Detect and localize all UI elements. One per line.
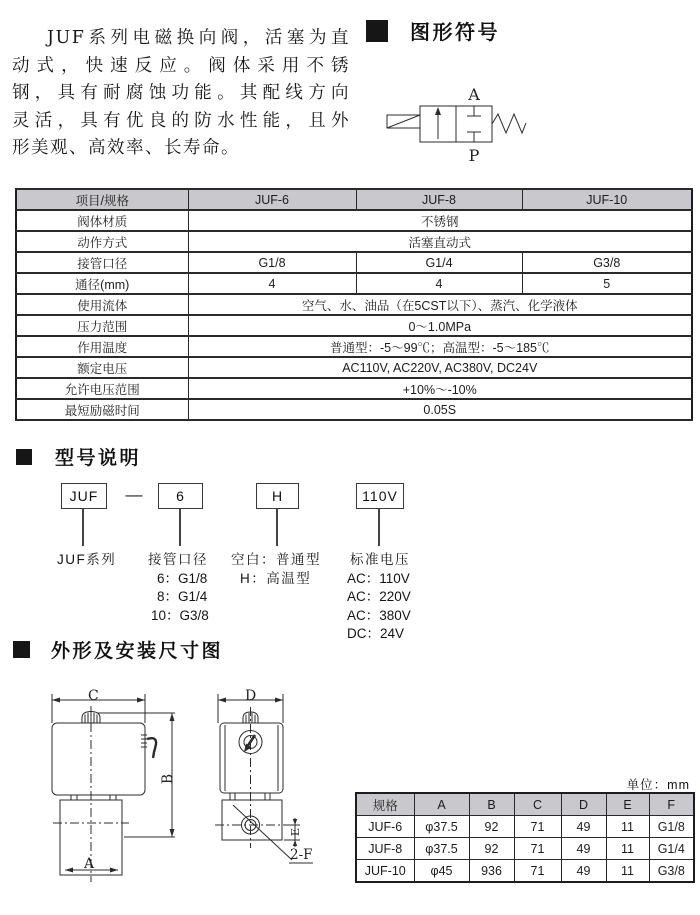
spec-value-cell: 0～1.0MPa: [188, 315, 692, 336]
dim-cell: 71: [514, 860, 561, 883]
spec-value-cell: +10%～-10%: [188, 378, 692, 399]
code-connector-line: [179, 509, 181, 546]
code-connector-line: [82, 509, 84, 546]
dim-cell: G3/8: [649, 860, 694, 883]
code-connector-line: [276, 509, 278, 546]
legend-line: 标准电压: [350, 552, 410, 567]
spec-value-cell: G1/8: [188, 252, 356, 273]
dim-header-cell: F: [649, 793, 694, 816]
dim-cell: G1/4: [649, 838, 694, 860]
legend-type: [231, 551, 321, 588]
valve-symbol-drawing: [383, 82, 543, 170]
legend-series: [57, 551, 116, 570]
dim-cell: 92: [469, 816, 514, 838]
spec-header-cell: 项目/规格: [16, 189, 188, 210]
spec-value-cell: 4: [356, 273, 522, 294]
spec-value-cell: 普通型：-5～99℃；高温型：-5～185℃: [188, 336, 692, 357]
legend-line: 8：G1/4: [157, 589, 208, 604]
dim-b-label: B: [160, 773, 176, 785]
model-code-box-type: H: [256, 483, 299, 509]
section-bullet-icon: [366, 20, 388, 42]
legend-line: DC：24V: [347, 626, 405, 641]
spec-label-cell: 允许电压范围: [16, 378, 188, 399]
model-code-box-port: 6: [158, 483, 203, 509]
dim-cell: φ45: [414, 860, 469, 883]
graphic-symbol-header: [366, 16, 500, 45]
spec-value-cell: 不锈钢: [188, 210, 692, 231]
section-title: 型号说明: [55, 448, 142, 469]
spec-value-cell: 0.05S: [188, 399, 692, 420]
spec-label-cell: 通径(mm): [16, 273, 188, 294]
code-connector-line: [378, 509, 380, 546]
spec-value-cell: 空气、水、油品（在5CST以下）、蒸汽、化学液体: [188, 294, 692, 315]
spec-value-cell: 5: [522, 273, 692, 294]
dim-cell: JUF-6: [356, 816, 414, 838]
spec-label-cell: 压力范围: [16, 315, 188, 336]
spec-value-cell: 活塞直动式: [188, 231, 692, 252]
legend-line: H：高温型: [240, 570, 312, 586]
dimensions-table: [355, 792, 695, 883]
dim-cell: φ37.5: [414, 838, 469, 860]
legend-port-size: [148, 551, 209, 625]
spec-row: [16, 315, 692, 336]
spec-label-cell: 额定电压: [16, 357, 188, 378]
dim-header-cell: E: [606, 793, 649, 816]
dim-header-cell: 规格: [356, 793, 414, 816]
dim-header-cell: C: [514, 793, 561, 816]
dim-cell: 49: [561, 838, 606, 860]
legend-line: AC：110V: [347, 570, 410, 586]
front-view-drawing: [28, 688, 178, 888]
port-p-label: P: [468, 146, 480, 165]
dim-cell: 71: [514, 838, 561, 860]
spec-label-cell: 阀体材质: [16, 210, 188, 231]
spec-value-cell: 4: [188, 273, 356, 294]
spec-header-cell: JUF-10: [522, 189, 692, 210]
spec-row: [16, 210, 692, 231]
intro-paragraph: [12, 25, 350, 163]
model-code-box-series: JUF: [61, 483, 107, 509]
legend-line: 空白：普通型: [231, 552, 321, 567]
dim-e-label: E: [288, 827, 302, 837]
spec-row: [16, 336, 692, 357]
section-title: 图形符号: [410, 22, 500, 44]
dim-row: [356, 838, 694, 860]
legend-line: 10：G3/8: [151, 607, 209, 623]
model-code-box-voltage: 110V: [356, 483, 404, 509]
dim-header-cell: A: [414, 793, 469, 816]
dim-cell: 11: [606, 860, 649, 883]
port-a-label: A: [468, 85, 480, 104]
spec-value-cell: G3/8: [522, 252, 692, 273]
spec-row: [16, 231, 692, 252]
dim-cell: JUF-10: [356, 860, 414, 883]
dim-header-cell: B: [469, 793, 514, 816]
dim-cell: 49: [561, 816, 606, 838]
outline-section-header: [13, 636, 223, 663]
dim-cell: 11: [606, 838, 649, 860]
dim-c-label: C: [88, 688, 99, 704]
spec-table: [15, 188, 693, 421]
intro-line: 钢，具有耐腐蚀功能。其配线方向: [12, 83, 350, 104]
spec-row: [16, 399, 692, 420]
spec-header-row: [16, 189, 692, 210]
spec-row: [16, 273, 692, 294]
legend-line: AC：220V: [347, 589, 411, 604]
spec-row: [16, 252, 692, 273]
dim-d-label: D: [245, 688, 257, 704]
spec-label-cell: 最短励磁时间: [16, 399, 188, 420]
spec-header-cell: JUF-6: [188, 189, 356, 210]
spec-label-cell: 使用流体: [16, 294, 188, 315]
spec-label-cell: 作用温度: [16, 336, 188, 357]
intro-line: 灵活，具有优良的防水性能，且外: [12, 110, 350, 131]
spec-row: [16, 294, 692, 315]
dim-cell: 11: [606, 816, 649, 838]
spec-label-cell: 接管口径: [16, 252, 188, 273]
dim-row: [356, 860, 694, 883]
spec-value-cell: AC110V, AC220V, AC380V, DC24V: [188, 357, 692, 378]
legend-line: AC：380V: [347, 607, 411, 623]
intro-line: JUF系列电磁换向阀，活塞为直: [47, 28, 350, 48]
section-bullet-icon: [16, 449, 32, 465]
section-bullet-icon: [13, 641, 30, 658]
unit-label: 单位：mm: [626, 778, 690, 792]
dim-header-cell: D: [561, 793, 606, 816]
dim-cell: JUF-8: [356, 838, 414, 860]
dim-a-label: A: [84, 856, 95, 872]
spec-value-cell: G1/4: [356, 252, 522, 273]
dim-cell: 936: [469, 860, 514, 883]
legend-line: JUF系列: [57, 552, 117, 567]
dim-2f-label: 2-F: [290, 847, 313, 863]
spec-row: [16, 378, 692, 399]
model-code-header: [16, 443, 141, 470]
section-title: 外形及安装尺寸图: [51, 641, 224, 662]
dim-row: [356, 816, 694, 838]
model-code-separator: —: [125, 485, 143, 504]
intro-line: 动式，快速反应。阀体采用不锈: [12, 55, 350, 76]
dim-cell: 49: [561, 860, 606, 883]
dim-header-row: [356, 793, 694, 816]
dim-cell: 71: [514, 816, 561, 838]
intro-line: 形美观、高效率、长寿命。: [12, 138, 240, 159]
spec-header-cell: JUF-8: [356, 189, 522, 210]
legend-line: 6：G1/8: [157, 570, 208, 586]
dim-cell: φ37.5: [414, 816, 469, 838]
dim-cell: 92: [469, 838, 514, 860]
legend-line: 接管口径: [148, 552, 208, 567]
spec-row: [16, 357, 692, 378]
dim-cell: G1/8: [649, 816, 694, 838]
spec-label-cell: 动作方式: [16, 231, 188, 252]
legend-voltage: [347, 551, 411, 641]
